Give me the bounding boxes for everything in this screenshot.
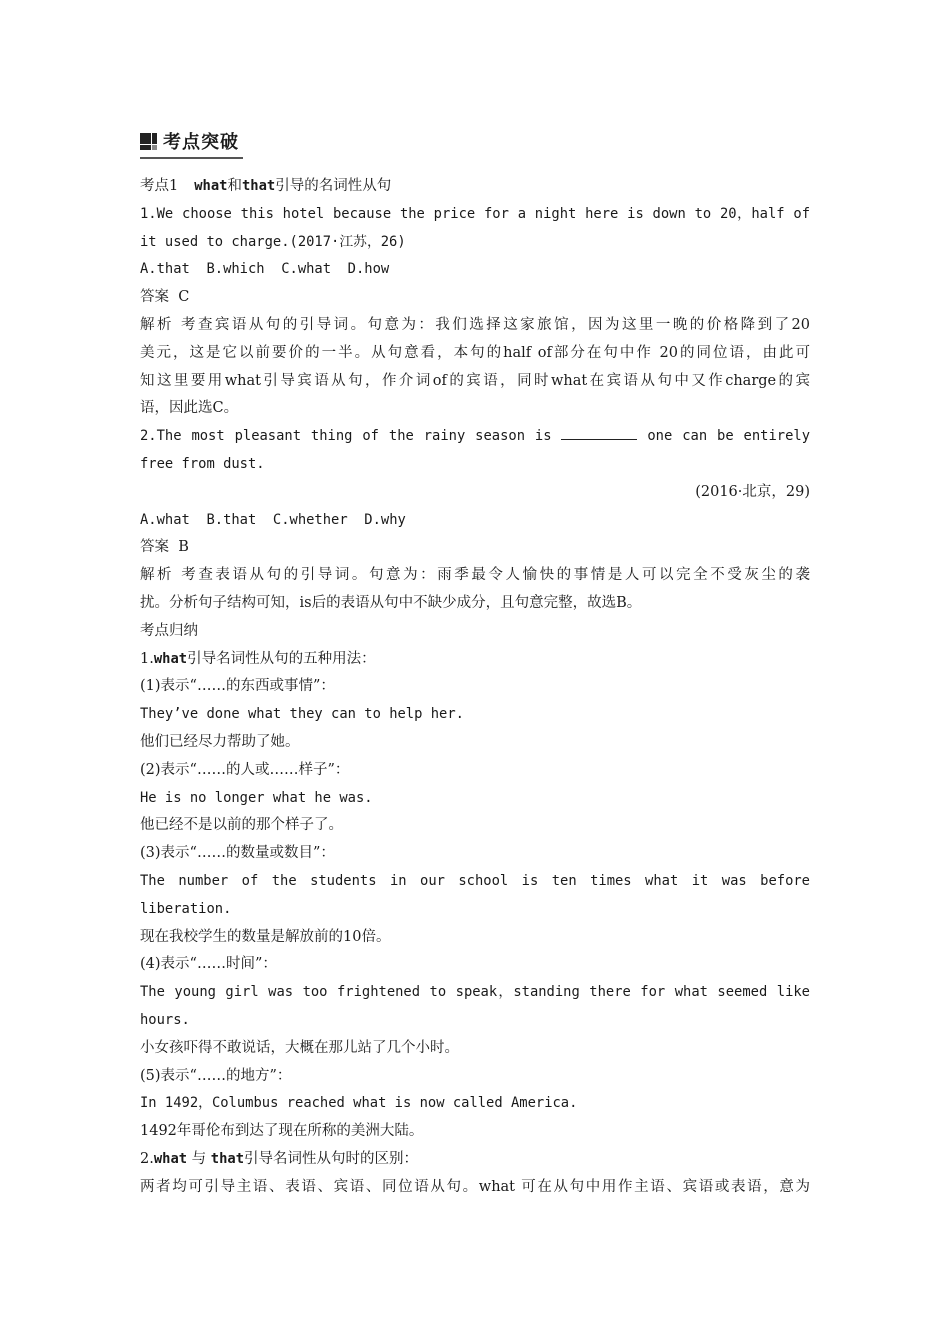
usage5-example-en: In 1492，Columbus reached what is now called America. [140, 1095, 578, 1112]
q1-answer: 答案 C [140, 289, 190, 306]
usage1-label: (1)表示“……的东西或事情”： [140, 678, 335, 695]
point-keyword-what: what [153, 1150, 188, 1167]
q2-stem-line1 [140, 423, 810, 451]
q2-source: (2016·北京，29) [695, 483, 810, 500]
q2-analysis-line2: 扰。分析句子结构可知，is后的表语从句中不缺少成分，且句意完整，故选B。 [140, 594, 642, 611]
q1-analysis-line3: 知这里要用what引导宾语从句，作介词of的宾语，同时what在宾语从句中又作charge的宾 [140, 372, 810, 389]
topic-conj: 和 [227, 178, 242, 194]
summary-title: 考点归纳 [140, 622, 198, 639]
q2-stem-part1: 2.The most pleasant thing of the rainy season is [140, 428, 552, 445]
point-text: 引导名词性从句时的区别： [244, 1150, 419, 1167]
q2-answer: 答案 B [140, 539, 189, 556]
summary-point2 [140, 1146, 810, 1174]
usage3-label: (3)表示“……的数量或数目”： [140, 845, 335, 862]
usage2-example-en: He is no longer what he was. [140, 789, 373, 806]
usage3-example-zh: 现在我校学生的数量是解放前的10倍。 [140, 928, 391, 945]
q1-options: A.that B.which C.what D.how [140, 261, 390, 278]
q2-stem-part2: one can be entirely [647, 428, 811, 445]
q1-analysis-line1: 解析 考查宾语从句的引导词。句意为：我们选择这家旅馆，因为这里一晚的价格降到了20 [140, 316, 810, 333]
q1-stem-line2: it used to charge.(2017·江苏，26) [140, 233, 406, 250]
point-number: 2. [140, 1150, 154, 1167]
q1-analysis-line4: 语，因此选C。 [140, 400, 239, 417]
q1-stem-line1: 1.We choose this hotel because the price for a night here is down to 20，half of [140, 205, 810, 222]
section-header [140, 128, 243, 159]
topic-suffix: 引导的名词性从句 [275, 178, 392, 194]
point-keyword-that: that [210, 1150, 245, 1167]
point-conj: 与 [187, 1150, 211, 1167]
usage5-label: (5)表示“……的地方”： [140, 1067, 292, 1084]
usage4-example-en-line1: The young girl was too frightened to speak，standing there for what seemed like [140, 984, 810, 1001]
usage1-example-zh: 他们已经尽力帮助了她。 [140, 733, 300, 750]
answer-blank [561, 425, 637, 440]
point-keyword: what [153, 650, 188, 667]
usage2-example-zh: 他已经不是以前的那个样子了。 [140, 817, 343, 834]
topic-heading [140, 173, 810, 201]
usage4-example-en-line2: hours. [140, 1011, 190, 1028]
point-number: 1. [140, 650, 154, 667]
section-square-icon [140, 133, 157, 150]
topic-keyword-that: that [241, 178, 276, 194]
usage3-example-en-line2: liberation. [140, 900, 232, 917]
usage2-label: (2)表示“……的人或……样子”： [140, 761, 350, 778]
q2-stem-line2: free from dust. [140, 455, 265, 472]
usage4-example-zh: 小女孩吓得不敢说话，大概在那儿站了几个小时。 [140, 1039, 459, 1056]
usage3-example-en-line1: The number of the students in our school is ten times what it was before [140, 872, 810, 889]
usage5-example-zh: 1492年哥伦布到达了现在所称的美洲大陆。 [140, 1123, 424, 1140]
section-title: 考点突破 [163, 132, 239, 153]
summary-point1 [140, 646, 810, 674]
q1-analysis-line2: 美元，这是它以前要价的一半。从句意看，本句的half of部分在句中作 20的同位语，由此可 [140, 344, 810, 361]
q2-analysis-line1: 解析 考查表语从句的引导词。句意为：雨季最令人愉快的事情是人可以完全不受灰尘的袭 [140, 567, 810, 584]
point2-description: 两者均可引导主语、表语、宾语、同位语从句。what 可在从句中用作主语、宾语或表语，意为 [140, 1178, 810, 1195]
point-text: 引导名词性从句的五种用法： [187, 650, 376, 667]
topic-keyword-what: what [194, 178, 228, 194]
usage1-example-en: They’ve done what they can to help her. [140, 706, 464, 723]
usage4-label: (4)表示“……时间”： [140, 956, 277, 973]
q2-options: A.what B.that C.whether D.why [140, 511, 406, 528]
topic-prefix: 考点1 [140, 178, 179, 194]
page-content [140, 128, 810, 1201]
